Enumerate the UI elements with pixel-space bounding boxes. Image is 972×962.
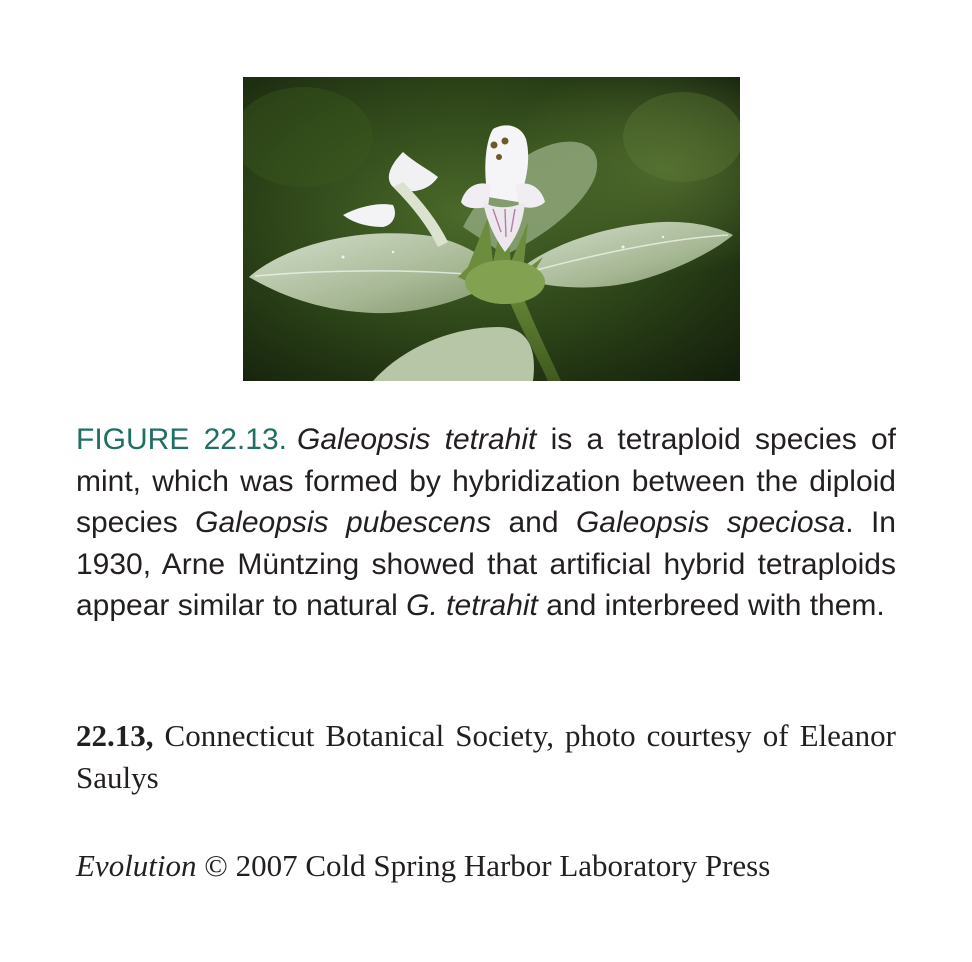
figure-caption (76, 419, 896, 627)
caption-text: and (491, 506, 576, 539)
caption-text: . In 1930, Arne Müntzing showed that artificial hybrid tetraploids appear similar to natural (76, 506, 896, 622)
species-name: Galeopsis tetrahit (296, 423, 537, 456)
copyright-text: © 2007 Cold Spring Harbor Laboratory Press (196, 848, 771, 883)
credit-text: Connecticut Botanical Society, photo courtesy of Eleanor Saulys (76, 718, 896, 795)
credit-number: 22.13, (76, 718, 154, 753)
species-name: Galeopsis speciosa (575, 506, 846, 539)
caption-text: is a tetraploid species of mint, which was formed by hybridization between the diploid species (76, 423, 897, 539)
figure-label: FIGURE 22.13. (76, 423, 287, 456)
species-name: Galeopsis pubescens (195, 506, 492, 539)
photo-credit (76, 715, 896, 799)
book-title: Evolution (76, 848, 197, 883)
copyright-line (76, 845, 896, 887)
species-name: G. tetrahit (406, 589, 538, 622)
plant-photo (243, 77, 740, 381)
caption-text: and interbreed with them. (537, 589, 885, 622)
